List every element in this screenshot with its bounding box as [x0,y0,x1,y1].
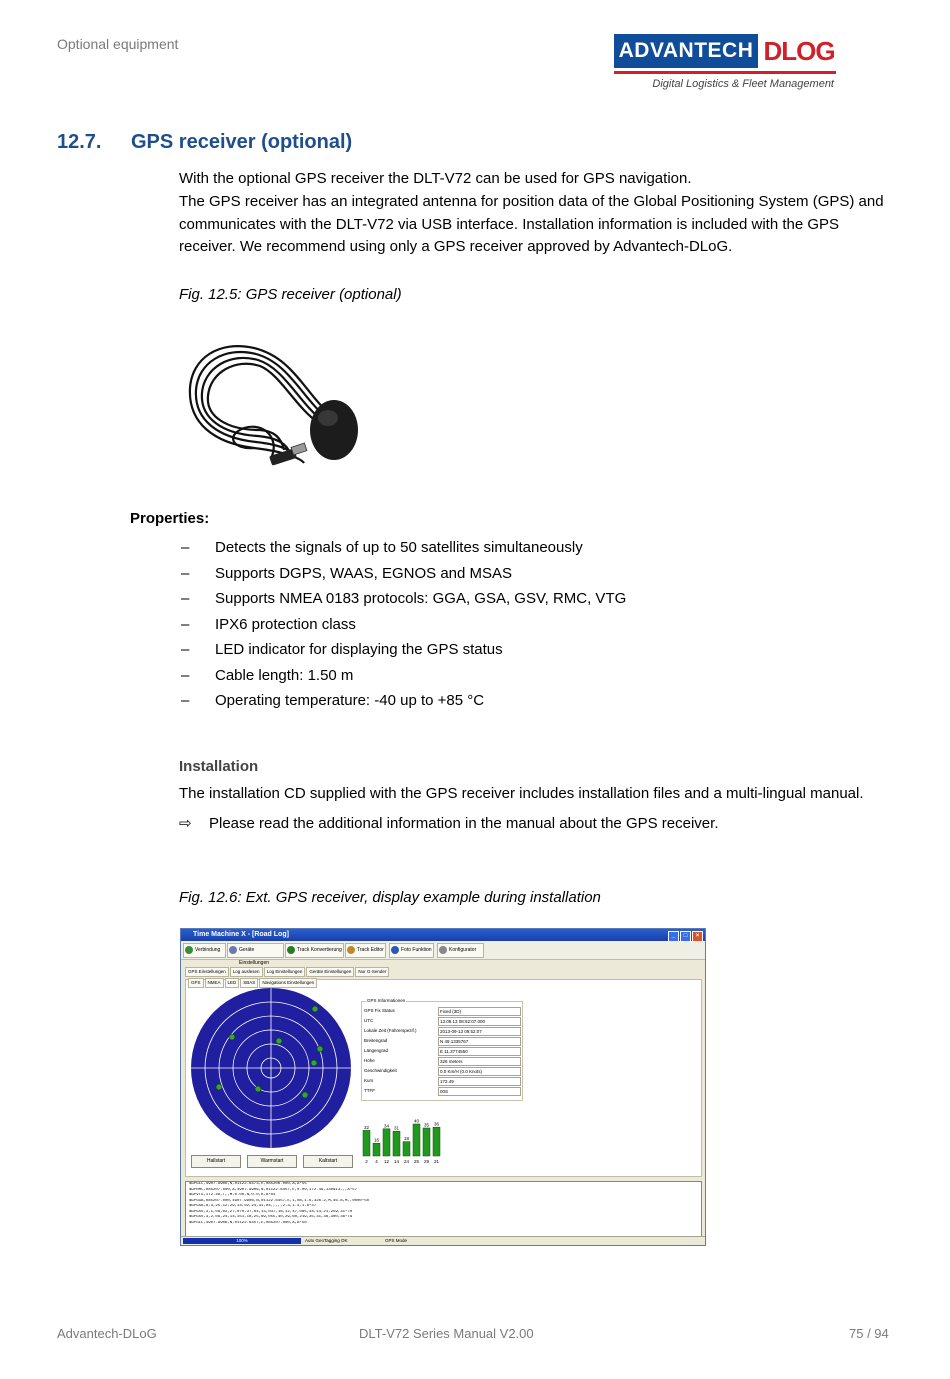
maximize-icon: □ [680,931,691,942]
toolbar-button [285,943,344,958]
log-line: $GPGSA,A,3,25,12,29,14,02,24,31,04,,,,,2.3,1.4,1.8*37 [189,1204,317,1208]
snr-sat-label: 14 [393,1159,400,1164]
toolbar-button [227,943,284,966]
log-line: $GPRMC,085207.000,A,4907.9906,N,01122.6457,E,0.00,172.49,130913,,,A*57 [189,1187,358,1192]
tab: GPS [188,978,204,988]
info-key: Höhe [364,1058,375,1063]
snr-sat-label: 4 [375,1159,378,1164]
info-value: Fixed (3D) [438,1007,521,1016]
list-item-text: LED indicator for displaying the GPS status [215,641,503,658]
info-value: 172.49 [438,1077,521,1086]
log-line: $GPGLL,4907.9906,N,01122.6457,E,085207.000,A,A*50 [189,1220,307,1225]
snr-value-label: 32 [363,1124,370,1130]
toolbar [181,941,705,966]
snr-bar [363,1130,370,1156]
hotstart-button: Hallstart [191,1155,241,1168]
list-item [181,637,881,663]
info-row [364,1076,520,1085]
toolbar-button [437,943,484,958]
toolbar-label: Foto Funktion [401,947,432,953]
tab: Navigations Einstellungen [259,978,317,988]
snr-sat-label: 25 [413,1159,420,1164]
toolbar-label: Track Konvertierung [297,947,342,953]
snr-sat-label: 2 [365,1159,368,1164]
list-dash: – [181,692,190,709]
snr-bar [393,1131,400,1156]
tab: SBAS [240,978,258,988]
snr-bar [423,1128,430,1156]
logo-dlog: DLOG [763,36,835,66]
toolbar-button [345,943,386,958]
log-line: $GPGSV,3,2,09,24,14,151,18,25,69,055,40,29,60,219,35,31,36,300,36*79 [189,1215,353,1219]
list-item [181,612,881,638]
info-row [364,1066,520,1075]
status-geotag: Auto GeoTagging OK [305,1238,348,1243]
info-legend: GPS Informationen [367,998,406,1003]
info-value: 2013-09-13 09:52:07 [438,1027,521,1036]
config-icon [439,946,447,954]
list-item-text: Operating temperature: -40 up to +85 °C [215,692,485,709]
info-row [364,1026,520,1035]
list-item [181,663,881,689]
log-line: $GPVTG,172.49,T,,M,0.00,N,0.0,K,A*04 [189,1193,276,1197]
satellite-radar [187,987,355,1149]
list-dash: – [181,590,190,607]
info-key: Kurs [364,1078,374,1083]
info-key: UTC [364,1018,374,1023]
snr-sat-label: 24 [403,1159,410,1164]
tab: Nur G-Sender [355,967,389,977]
minimize-icon: _ [668,931,679,942]
list-item-text: Cable length: 1.50 m [215,666,354,684]
info-row [364,1006,520,1015]
tab: NMEA [205,978,224,988]
info-value: 00S [438,1087,521,1096]
footer-manual: DLT-V72 Series Manual V2.00 [359,1326,534,1341]
list-item [181,561,881,587]
figure-caption-1: Fig. 12.5: GPS receiver (optional) [179,286,402,303]
log-line: $GPGLL,4907.9906,N,01122.6473,E,085206.000,A,A*55 [189,1182,307,1186]
info-key: Lokale Zeit (Fahrerspezif.) [364,1028,417,1033]
info-key: GPS Fix Status [364,1008,395,1013]
software-screenshot [180,928,706,1246]
status-mode: GPS Mode [385,1238,408,1243]
list-dash: – [181,615,190,633]
connect-icon [185,946,193,954]
sub-tabs [188,971,318,985]
installation-heading: Installation [179,758,259,775]
logo-advantech: ADVANTECH [614,34,758,68]
signal-strength-bars [361,1104,451,1168]
info-row [364,1016,520,1025]
logo-tagline: Digital Logistics & Fleet Management [652,78,834,90]
installation-text: The installation CD supplied with the GPS receiver includes installation files and a multi-lingual manual. [179,785,864,802]
list-dash: – [181,641,190,658]
tab: Geräte Einstellungen [306,967,354,977]
properties-heading: Properties: [130,510,210,527]
snr-sat-label: 29 [423,1159,430,1164]
photo-icon [391,946,399,954]
info-value: 13.09.13 08:52:07.000 [438,1017,521,1026]
list-item-text: Supports DGPS, WAAS, EGNOS and MSAS [215,564,513,582]
window-title: Time Machine X - [Road Log] [193,931,289,938]
toolbar-button [183,943,226,958]
info-row [364,1046,520,1055]
log-line: $GPGGA,085207.000,4907.9906,N,01122.6457,E,1,08,1.6,326.2,M,46.8,M,,0000*50 [189,1198,370,1203]
snr-sat-label: 12 [383,1159,390,1164]
log-line: $GPGSV,3,1,09,02,27,070,37,04,13,037,16,12,47,085,34,14,21,259,31*70 [189,1209,353,1214]
info-key: Längengrad [364,1048,389,1053]
snr-sat-label: 31 [433,1159,440,1164]
editor-icon [347,946,355,954]
status-bar [181,1236,705,1245]
warmstart-button: Warmstart [247,1155,297,1168]
snr-value-label: 36 [433,1121,440,1127]
coldstart-button: Kaltstart [303,1155,353,1168]
toolbar-label: Track Editor [357,947,384,953]
info-value: 0.0 Km/H (0.0 Knots) [438,1067,521,1076]
main-tabs [185,960,390,974]
info-value: E 11.3774550 [438,1047,521,1056]
running-header: Optional equipment [57,36,179,52]
snr-value-label: 34 [383,1123,390,1129]
list-item [181,535,881,561]
snr-bar [413,1124,420,1156]
snr-bar [403,1142,410,1156]
tab: Log Einstellungen [264,967,306,977]
section-title: GPS receiver (optional) [131,131,353,153]
logo-divider [614,71,836,74]
snr-value-label: 40 [413,1118,420,1124]
toolbar-button [389,943,434,958]
note-arrow-icon: ⇨ [179,815,192,832]
snr-bar [433,1127,440,1156]
company-logo [614,34,836,96]
list-item-text: Supports NMEA 0183 protocols: GGA, GSA, GSV, RMC, VTG [215,590,627,607]
footer-company: Advantech-DLoG [57,1326,157,1341]
tab: Log auslesen [230,967,263,977]
list-dash: – [181,564,190,582]
list-item [181,688,881,714]
gps-info-box [361,998,523,1101]
list-item-text: IPX6 protection class [215,615,356,633]
list-item-text: Detects the signals of up to 50 satellites simultaneously [215,539,583,556]
progress-bar: 100% [183,1238,301,1244]
nmea-log [185,1181,702,1237]
list-dash: – [181,666,190,684]
toolbar-label: Konfigurator [449,947,477,953]
info-row [364,1036,520,1045]
track-icon [287,946,295,954]
snr-bar [383,1129,390,1156]
info-key: Breitengrad [364,1038,388,1043]
info-value: 326 meters [438,1057,521,1066]
installation-note: Please read the additional information in the manual about the GPS receiver. [209,815,719,832]
snr-value-label: 16 [373,1137,380,1143]
intro-paragraph-2: The GPS receiver has an integrated antenna for position data of the Global Positioning System (GPS) and communicates with the DLT-V72 via USB interface. Installation information is included with the GPS receiver. We recommend using only a GPS receiver approved by Advantech-DLoG. [179,193,884,255]
snr-value-label: 18 [403,1136,410,1142]
snr-value-label: 31 [393,1125,400,1131]
snr-value-label: 35 [423,1122,430,1128]
tab: GPS Einstellungen [185,967,229,977]
info-value: N 49.1335767 [438,1037,521,1046]
section-number: 12.7. [57,131,102,153]
footer-page-number: 75 / 94 [849,1326,889,1341]
device-icon [229,946,237,954]
toolbar-label: Verbindung [195,947,221,953]
info-row [364,1086,520,1095]
intro-paragraph-1: With the optional GPS receiver the DLT-V72 can be used for GPS navigation. [179,170,692,187]
properties-list [181,535,881,714]
close-icon: × [692,931,703,942]
figure-caption-2: Fig. 12.6: Ext. GPS receiver, display example during installation [179,889,601,906]
toolbar-label: Geräte Einstellungen [239,947,270,966]
list-item [181,586,881,612]
info-row [364,1056,520,1065]
tab: LED [225,978,240,988]
gps-receiver-image [184,338,364,478]
info-key: TTFF [364,1088,375,1093]
snr-bar [373,1143,380,1156]
info-key: Geschwindigkeit [364,1068,397,1073]
list-dash: – [181,539,190,556]
window-titlebar [181,929,705,941]
